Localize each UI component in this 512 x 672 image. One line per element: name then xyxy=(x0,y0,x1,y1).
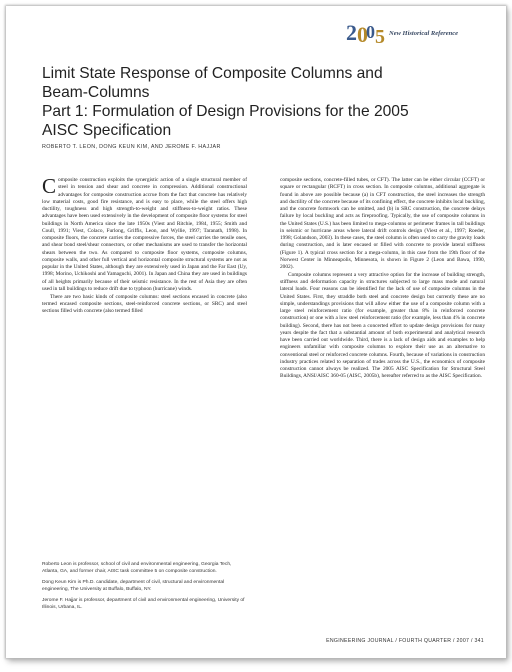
title-line: AISC Specification xyxy=(42,122,172,139)
body-column-left xyxy=(42,174,247,547)
article-title xyxy=(42,64,482,140)
body-paragraph: There are two basic kinds of composite columns: steel sections encased in concrete (also termed encased composite sections, steel-reinforced concrete sections, or SRC) and steel sections filled with concrete (also termed filled xyxy=(42,293,247,314)
author-byline: ROBERTO T. LEON, DONG KEUN KIM, AND JEROME F. HAJJAR xyxy=(42,144,221,150)
title-line: Part 1: Formulation of Design Provisions for the 2005 xyxy=(42,103,409,120)
body-paragraph xyxy=(42,174,247,293)
svg-text:2: 2 xyxy=(346,20,357,45)
svg-text:5: 5 xyxy=(375,26,385,46)
article-title-block xyxy=(42,64,482,140)
footnote: Roberto Leon is professor, school of civil and environmental engineering, Georgia Tech, Atlanta, GA, and former chair, AISC task committee 5 on composite construction. xyxy=(42,562,232,574)
footnote: Jerome F. Hajjar is professor, department of civil and environmental engineering, University of Illinois, Urbana, IL. xyxy=(42,598,245,610)
journal-page xyxy=(6,6,506,658)
title-line: Limit State Response of Composite Columns and xyxy=(42,65,383,82)
body-paragraph: composite sections, concrete-filled tubes, or CFT). The latter can be either circular (CCFT) or square or rectangular (RCFT) in cross section. In composite columns, additional aggregate is found in above are possible because (a) in CFT construction, the steel increases the strength and ductility of the concrete because of its confining effect, the concrete inhibits local buckling, and the concrete formwork can be omitted, and (b) in SRC construction, the concrete delays failure by local buckling and acts as fireproofing. Typically, the use of composite columns in the United States (U.S.) has been limited to mega-columns or perimeter frames in tall buildings in seismic or hurricane areas where lateral drift controls design (Viest et al., 1997; Roeder, 1998; Golandson, 2003). In these cases, the steel column is often used to carry the gravity loads during construction, and is later encased or filled with concrete to provide lateral stiffness (Figure 1). A typical cross section for a mega-column, in this case from the 19th floor of the Norwest Center in Minneapolis, Minnesota, is shown in Figure 2 (Leon and Bawa, 1990, 2002). xyxy=(280,177,485,270)
specification-2005-logo xyxy=(346,20,458,46)
page-footer: ENGINEERING JOURNAL / FOURTH QUARTER / 2007 / 341 xyxy=(326,638,484,644)
logo-tagline: New Historical Reference xyxy=(389,29,458,37)
footnote: Dong Keun Kim is Ph.D. candidate, department of civil, structural and environmental engineering, The University at Buffalo, Buffalo, NY. xyxy=(42,580,225,592)
logo-2005-mark-icon xyxy=(346,20,386,46)
body-column-right xyxy=(280,177,485,577)
paragraph-text: omposite construction exploits the synergistic action of a single structural member of steel in tension and shear and concrete in compression. Additional constructional advantages for composite construction accrue from the fact that concrete has relatively low material costs, good fire resistance, and is easy to place, while the steel offers high ductility, toughness and high strength-to-weight and stiffness-to-weight ratios. These advantages have been used extensively in the development of composite floor systems for steel buildings in North America since the late 1950s (Viest and Ritchie, 1984, 1955; Smith and Coull, 1991; Viest, Colaco, Furlong, Griffis, Leon, and Wyllie, 1997; Taranath, 1998). In composite floors, the concrete carries the compressive forces, the steel carries the tensile ones, and shear bond steel/shear connectors, or other mechanisms are used to transfer the horizontal shears between the two. As compared to composite floor systems, composite columns, composite walls, and other full vertical and horizontal composite structural systems are not as popular in the United States, although they are extensively used in Japan and the Far East (Uy, 1998; Morino, Uchikoshi and Yamaguchi, 2001). In Japan and China they are used in buildings of all heights primarily because of their seismic resistance. In the rest of Asia they are often used in tall buildings to reduce drift due to typhoon (hurricane) winds. xyxy=(42,177,247,292)
body-paragraph: Composite columns represent a very attractive option for the increase of building strength, stiffness and deformation capacity in structures subjected to large mass mode and natural lateral loads. Four reasons can be identified for the lack of use of composite columns in the United States. First, they straddle both steel and concrete design but currently these are no simple, understandings provisions that will allow either the use of a composite column with a large steel reinforcement ratio (for example, greater than 8% in reinforced concrete construction) or one with a low steel reinforcement ratio (for example, less than 4% in concrete building). Second, there has not been a concerted effort to update design provisions for many years despite the fact that a substantial amount of both experimental and analytical research have been carried out worldwide. Third, there is a lack of design aids and examples to help engineers unfamiliar with composite columns to explore their use as an alternative to conventional steel or reinforced concrete columns. Fourth, because of variations in construction industry practices related to separation of trades across the U.S., the economics of composite construction cannot always be realized. The 2005 AISC Specification for Structural Steel Buildings, ANSI/AISC 360-05 (AISC, 2005b), hereafter referred to as the AISC Specification. xyxy=(280,271,485,380)
title-line: Beam-Columns xyxy=(42,84,150,101)
svg-text:0: 0 xyxy=(366,22,375,42)
drop-cap: C xyxy=(42,174,57,198)
svg-text:0: 0 xyxy=(357,22,368,46)
author-footnotes xyxy=(42,562,247,616)
